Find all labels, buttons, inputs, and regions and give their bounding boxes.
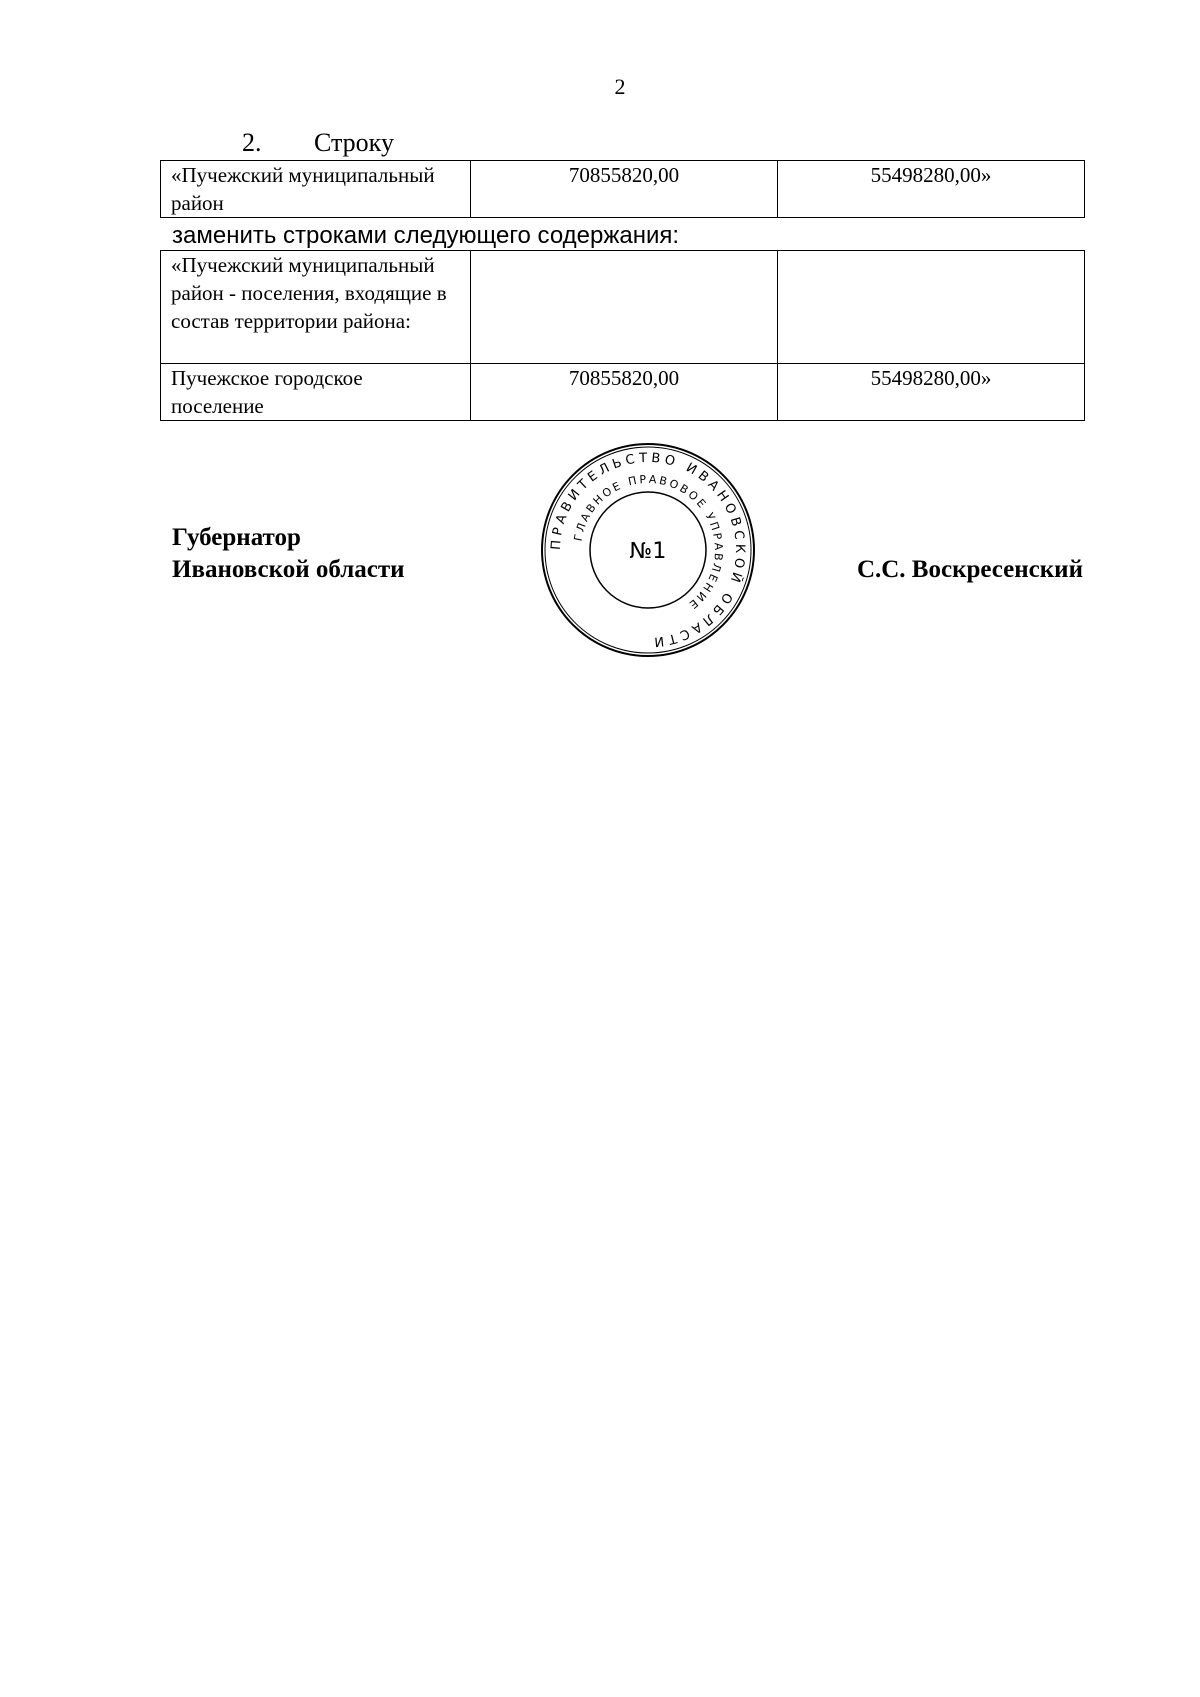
amount-cell: 55498280,00» — [778, 161, 1085, 218]
amount-cell: 55498280,00» — [778, 364, 1085, 421]
item-text: Строку — [314, 128, 394, 157]
amount-cell: 70855820,00 — [471, 364, 778, 421]
seal-center-number: №1 — [629, 539, 667, 564]
seal-outer-text: ПРАВИТЕЛЬСТВО ИВАНОВСКОЙ ОБЛАСТИ — [548, 450, 748, 650]
signatory-title-line1: Губернатор — [172, 524, 301, 551]
replace-instruction: заменить строками следующего содержания: — [172, 222, 680, 249]
territory-cell: Пучежское городское поселение — [161, 364, 471, 421]
new-rows-table — [160, 250, 1085, 421]
territory-cell: «Пучежский муниципальный район — [161, 161, 471, 218]
official-seal-stamp — [538, 440, 758, 660]
seal-inner-text: ГЛАВНОЕ ПРАВОВОЕ УПРАВЛЕНИЕ — [571, 472, 726, 613]
table-row — [161, 161, 1085, 218]
territory-cell: «Пучежский муниципальный район - поселения, входящие в состав территории района: — [161, 251, 471, 364]
signatory-name: С.С. Воскресенский — [856, 556, 1083, 583]
amount-cell — [471, 251, 778, 364]
table-row — [161, 364, 1085, 421]
table-row — [161, 251, 1085, 364]
signatory-title-line2: Ивановской области — [172, 556, 405, 583]
amount-cell — [778, 251, 1085, 364]
signatory-title — [172, 522, 405, 586]
item-number: 2. — [242, 128, 262, 157]
old-rows-table — [160, 160, 1085, 218]
item-heading — [242, 128, 394, 158]
page-number: 2 — [614, 74, 626, 99]
amount-cell: 70855820,00 — [471, 161, 778, 218]
